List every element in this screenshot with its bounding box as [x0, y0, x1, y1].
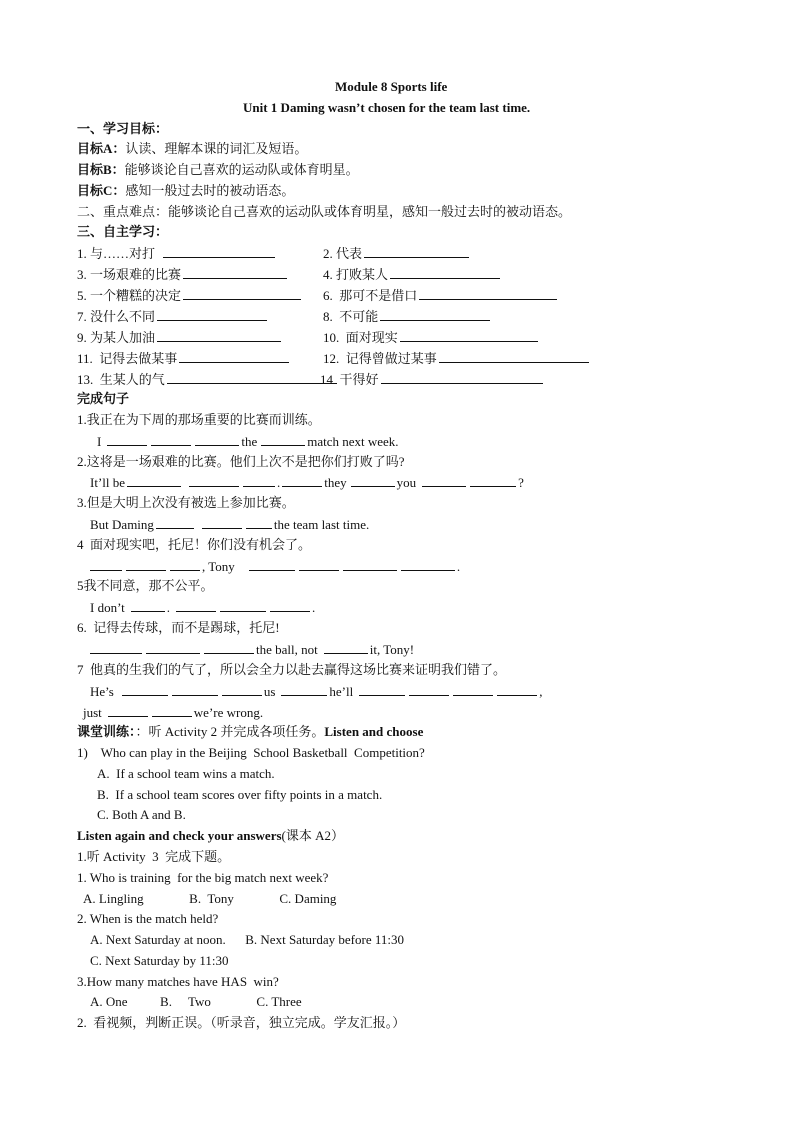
activity-3-instruction: 1.听 Activity 3 完成下题。 — [77, 849, 231, 864]
sentence-text: . — [312, 600, 316, 615]
answer-blank[interactable] — [351, 474, 395, 487]
module-title: Module 8 Sports life — [335, 79, 448, 94]
vocab-item — [323, 350, 591, 367]
sentence-text: . — [456, 559, 461, 574]
sentence-7-english-line1 — [90, 683, 542, 700]
answer-blank[interactable] — [156, 516, 194, 529]
vocab-label: 11. 记得去做某事 — [77, 351, 178, 366]
sentence-6-english — [90, 641, 414, 658]
answer-blank[interactable] — [146, 641, 200, 654]
listen-choose-label: Listen and choose — [324, 724, 424, 739]
answer-blank[interactable] — [246, 516, 272, 529]
sentence-text: But Daming — [90, 517, 154, 532]
question-p2: 2. When is the match held? — [77, 911, 219, 926]
unit-title: Unit 1 Daming wasn’t chosen for the team last time. — [243, 100, 531, 115]
sentence-text: we’re wrong. — [193, 705, 264, 720]
question-p3: 3.How many matches have HAS win? — [77, 974, 279, 989]
answer-blank[interactable] — [127, 474, 181, 487]
sentence-text: he’ll — [329, 684, 354, 699]
sentence-2-chinese: 2.这将是一场艰难的比赛。他们上次不是把你们打败了吗? — [77, 454, 405, 469]
key-points: 二、重点难点：能够谈论自己喜欢的运动队或体育明星，感知一般过去时的被动语态。 — [77, 204, 572, 219]
answer-blank[interactable] — [107, 433, 147, 446]
vocab-label: 10. 面对现实 — [323, 330, 398, 345]
sentence-text: . — [277, 475, 281, 490]
classroom-heading-text: ：听 Activity 2 并完成各项任务。 — [135, 724, 325, 739]
sentences-heading: 完成句子 — [77, 391, 130, 406]
option-c[interactable]: C. Both A and B. — [97, 807, 186, 822]
answer-blank[interactable] — [299, 558, 339, 571]
vocab-label: 1. 与……对打 — [77, 246, 156, 261]
answer-blank[interactable] — [439, 350, 589, 363]
sentence-2-english — [90, 474, 524, 491]
vocab-label: 2. 代表 — [323, 246, 363, 261]
question-1: 1) Who can play in the Beijing School Basketball Competition? — [77, 745, 425, 760]
vocab-label: 14 干得好 — [320, 372, 379, 387]
option-b[interactable]: B. If a school team scores over fifty points in a match. — [97, 787, 383, 802]
sentence-1-english — [97, 433, 399, 450]
answer-blank[interactable] — [222, 683, 262, 696]
vocab-label: 5. 一个糟糕的决定 — [77, 288, 182, 303]
answer-blank[interactable] — [167, 371, 337, 384]
sentence-text: I don’t — [90, 600, 125, 615]
sentence-text: , — [539, 684, 543, 699]
answer-blank[interactable] — [151, 433, 191, 446]
vocab-item — [77, 350, 291, 367]
answer-blank[interactable] — [179, 350, 289, 363]
objective-a — [77, 141, 307, 157]
answer-blank[interactable] — [380, 308, 490, 321]
vocab-item — [77, 371, 339, 388]
question-p1-options[interactable]: A. Lingling B. Tony C. Daming — [83, 891, 337, 906]
sentence-6-chinese: 6. 记得去传球，而不是踢球，托尼! — [77, 620, 280, 635]
answer-blank[interactable] — [270, 599, 310, 612]
vocab-item — [323, 329, 540, 346]
sentence-text: . — [166, 600, 171, 615]
answer-blank[interactable] — [497, 683, 537, 696]
sentence-text: the ball, not — [256, 642, 318, 657]
vocab-item — [323, 287, 559, 304]
answer-blank[interactable] — [108, 704, 148, 717]
check-answers-heading — [77, 828, 344, 844]
video-instruction: 2. 看视频，判断正误。（听录音，独立完成。学友汇报。） — [77, 1015, 406, 1030]
vocab-item — [323, 266, 502, 283]
answer-blank[interactable] — [390, 266, 500, 279]
answer-blank[interactable] — [359, 683, 405, 696]
sentence-text: you — [396, 475, 417, 490]
answer-blank[interactable] — [152, 704, 192, 717]
vocab-label: 13. 生某人的气 — [77, 372, 165, 387]
sentence-3-chinese: 3.但是大明上次没有被选上参加比赛。 — [77, 495, 295, 510]
question-p2-option-c[interactable]: C. Next Saturday by 11:30 — [90, 953, 229, 968]
sentence-5-chinese: 5我不同意，那不公平。 — [77, 578, 214, 593]
answer-blank[interactable] — [157, 308, 267, 321]
answer-blank[interactable] — [282, 474, 322, 487]
sentence-3-english — [90, 516, 369, 533]
answer-blank[interactable] — [343, 558, 397, 571]
sentence-text: just — [83, 705, 102, 720]
vocab-item — [77, 287, 303, 304]
option-a[interactable]: A. If a school team wins a match. — [97, 766, 275, 781]
question-p1: 1. Who is training for the big match next week? — [77, 870, 329, 885]
answer-blank[interactable] — [281, 683, 327, 696]
vocab-item — [320, 371, 545, 388]
sentence-text: us — [263, 684, 276, 699]
answer-blank[interactable] — [364, 245, 469, 258]
sentence-text: It’ll be — [90, 475, 126, 490]
answer-blank[interactable] — [157, 329, 281, 342]
check-answers-ref: (课本 A2） — [281, 828, 345, 843]
answer-blank[interactable] — [172, 683, 218, 696]
answer-blank[interactable] — [419, 287, 557, 300]
sentence-text: they — [324, 475, 347, 490]
vocab-label: 4. 打败某人 — [323, 267, 389, 282]
answer-blank[interactable] — [220, 599, 266, 612]
answer-blank[interactable] — [204, 641, 254, 654]
answer-blank[interactable] — [261, 433, 305, 446]
sentence-text: it, Tony! — [369, 642, 415, 657]
sentence-text: the — [241, 434, 258, 449]
sentence-7-english-line2 — [83, 704, 263, 721]
answer-blank[interactable] — [401, 558, 455, 571]
vocab-label: 3. 一场艰难的比赛 — [77, 267, 182, 282]
objective-a-label: 目标A： — [77, 141, 126, 156]
answer-blank[interactable] — [90, 641, 142, 654]
answer-blank[interactable] — [183, 266, 287, 279]
classroom-heading-label: 课堂训练： — [77, 724, 136, 739]
sentence-4-english — [90, 558, 460, 575]
vocab-item — [323, 308, 492, 325]
answer-blank[interactable] — [381, 371, 543, 384]
vocab-item — [77, 245, 277, 262]
answer-blank[interactable] — [176, 599, 216, 612]
answer-blank[interactable] — [131, 599, 165, 612]
answer-blank[interactable] — [189, 474, 239, 487]
answer-blank[interactable] — [90, 558, 122, 571]
answer-blank[interactable] — [195, 433, 239, 446]
answer-blank[interactable] — [243, 474, 275, 487]
vocab-label: 8. 不可能 — [323, 309, 379, 324]
answer-blank[interactable] — [324, 641, 368, 654]
answer-blank[interactable] — [170, 558, 200, 571]
objective-c-label: 目标C： — [77, 183, 126, 198]
answer-blank[interactable] — [202, 516, 242, 529]
objective-c — [77, 183, 294, 199]
answer-blank[interactable] — [453, 683, 493, 696]
sentence-text: He’s — [90, 684, 114, 699]
sentence-4-chinese: 4 面对现实吧，托尼！你们没有机会了。 — [77, 537, 312, 552]
answer-blank[interactable] — [409, 683, 449, 696]
vocab-item — [77, 329, 283, 346]
answer-blank[interactable] — [470, 474, 516, 487]
sentence-text: the team last time. — [273, 517, 370, 532]
answer-blank[interactable] — [422, 474, 466, 487]
objective-b-text: 能够谈论自己喜欢的运动队或体育明星。 — [124, 162, 359, 177]
answer-blank[interactable] — [249, 558, 295, 571]
sentence-text: , Tony — [202, 559, 235, 574]
answer-blank[interactable] — [122, 683, 168, 696]
self-study-heading: 三、自主学习： — [77, 224, 169, 239]
sentence-text: ? — [518, 475, 524, 490]
answer-blank[interactable] — [126, 558, 166, 571]
answer-blank[interactable] — [400, 329, 538, 342]
sentence-7-chinese: 7 他真的生我们的气了，所以会全力以赴去赢得这场比赛来证明我们错了。 — [77, 662, 507, 677]
vocab-label: 12. 记得曾做过某事 — [323, 351, 437, 366]
sentence-text: match next week. — [307, 434, 399, 449]
objective-b — [77, 162, 359, 178]
sentence-text: I — [97, 434, 102, 449]
answer-blank[interactable] — [163, 245, 275, 258]
answer-blank[interactable] — [183, 287, 301, 300]
vocab-item — [77, 266, 289, 283]
objectives-heading: 一、学习目标： — [77, 121, 169, 136]
question-p2-options[interactable]: A. Next Saturday at noon. B. Next Saturday before 11:30 — [90, 932, 404, 947]
vocab-item — [323, 245, 471, 262]
question-p3-options[interactable]: A. One B. Two C. Three — [90, 994, 302, 1009]
objective-b-label: 目标B： — [77, 162, 125, 177]
vocab-label: 6. 那可不是借口 — [323, 288, 418, 303]
vocab-label: 7. 没什么不同 — [77, 309, 156, 324]
objective-a-text: 认读、理解本课的词汇及短语。 — [125, 141, 308, 156]
vocab-label: 9. 为某人加油 — [77, 330, 156, 345]
classroom-heading — [77, 724, 423, 740]
sentence-5-english — [90, 599, 315, 616]
objective-c-text: 感知一般过去时的被动语态。 — [125, 183, 295, 198]
check-answers-label: Listen again and check your answers — [77, 828, 282, 843]
sentence-1-chinese: 1.我正在为下周的那场重要的比赛而训练。 — [77, 412, 321, 427]
vocab-item — [77, 308, 269, 325]
